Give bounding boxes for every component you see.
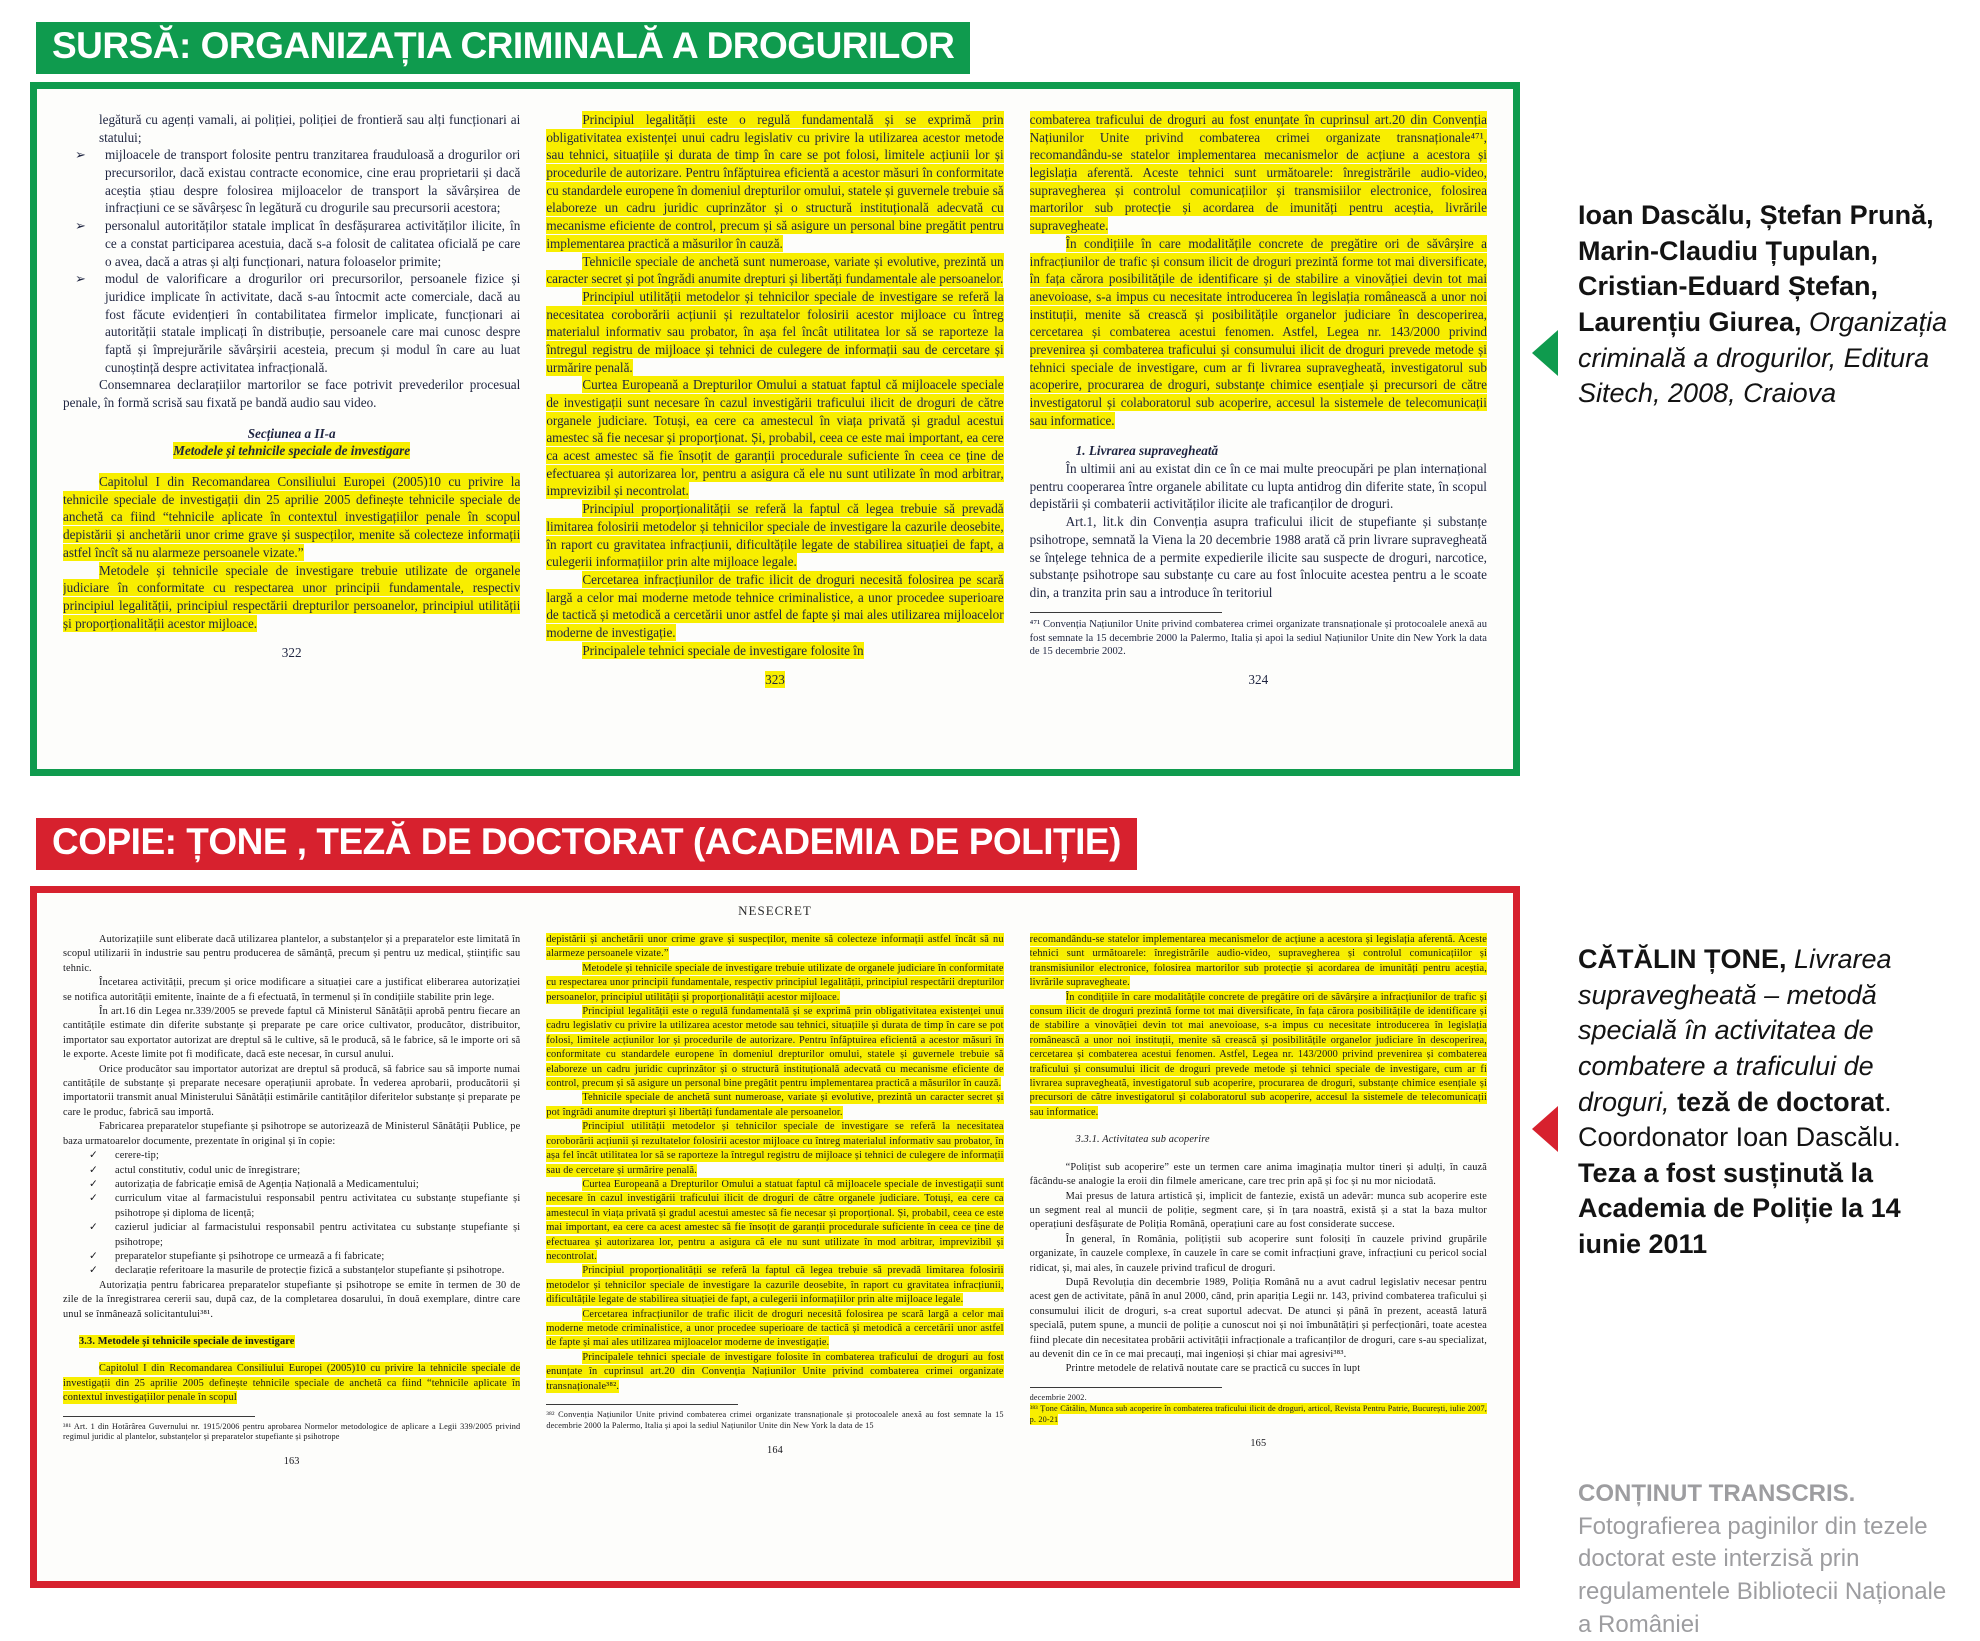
- paragraph: [63, 217, 520, 270]
- paragraph: [1030, 1120, 1487, 1133]
- paragraph: Mai presus de latura artistică și, implicit de fantezie, există un adevăr: munca sub acoperire este un segment real al muncii de poliție, segment care, și în țara noastră, există și a stat la baza multor operațiuni desfășurate de Poliția Română, operațiuni care au fost considerate succese.: [1029, 1190, 1487, 1231]
- highlighted-text: combaterea traficului de droguri au fost enunțate în cuprinsul art.20 din Convenția Națiunilor Unite privind combaterea crimei organizate transnaționale⁴⁷¹, recomandându-se statelor implementarea mecanismelor de acțiune a acestora și legislația aferentă. Aceste tehnici sunt următoarele: înregistrările audio-video, supravegherea și controlul comunicațiilor și transmisiilor electronice, folosirea martorilor sub protecție și acordarea de imunități pentru aceștia, livrările supravegheate.: [1029, 112, 1487, 234]
- highlighted-text: Metodele și tehnicile speciale de investigare: [173, 443, 411, 459]
- paragraph: [546, 1120, 1003, 1178]
- paragraph: Autorizația pentru fabricarea preparatelor stupefiante și psihotrope se emite în termen de 30 de zile de la înregistrarea cererii sau, după caz, de la completarea dosarului, în două exemplare, dintre care unul se înmânează solicitantului³⁸¹.: [63, 1279, 521, 1320]
- highlighted-text: 323: [765, 672, 785, 688]
- list-item-text: modul de valorificare a drogurilor ori precursorilor, persoanele fizice și juridice implicate în activitate, dacă s-au întocmit acte comerciale, dacă au fost făcute evidențieri în contabilitatea firmelor implicate, funcționari ai autorității statale implicați în distribuție, persoanele care mai cunosc despre faptă și împrejurările săvârșirii acesteia, precum și modul în care au luat cunoștință despre activitatea infracțională.: [105, 271, 521, 375]
- check-icon: ✓: [89, 1222, 98, 1234]
- green-arrow-icon: [1532, 330, 1558, 376]
- paragraph: [63, 442, 520, 460]
- highlighted-text: ³⁸³ Țone Cătălin, Munca sub acoperire în combaterea traficului ilicit de droguri, articol, Revista Pentru Patrie, București, iulie 2007, p. 20-21: [1029, 1403, 1487, 1424]
- paragraph: [63, 1178, 520, 1192]
- check-icon: ✓: [89, 1250, 98, 1262]
- list-item-text: preparatelor stupefiante și psihotrope ce urmează a fi fabricate;: [115, 1250, 385, 1262]
- highlighted-text: Principiul utilității metodelor și tehnicilor speciale de investigare se referă la necesitatea coroborării acțiunii și rezultatelor folosirii acestor mijloace cu întreg materialul informativ sau probator, în așa fel încât utilitatea lor să se raporteze la întregul registru de mijloace și tehnici de culegere de informații sau de cercetare și urmărire penală.: [546, 1121, 1004, 1176]
- paragraph: [1030, 1404, 1487, 1426]
- paragraph: [546, 376, 1003, 500]
- paragraph: [63, 1149, 520, 1163]
- paragraph: Autorizațiile sunt eliberate dacă utilizarea plantelor, a substanțelor și a preparatelor este limitată în scopul utilizarii în industrie sau pentru producerea de sămânță, precum și pentru uz medical, științific sau tehnic.: [63, 934, 521, 974]
- page-number: 165: [1250, 1438, 1267, 1450]
- paragraph: [546, 1308, 1003, 1351]
- list-item-text: autorizația de fabricație emisă de Agenția Națională a Medicamentului;: [115, 1178, 419, 1190]
- paragraph: ⁴⁷¹ Convenția Națiunilor Unite privind combaterea crimei organizate transnaționale și protocoalele anexă au fost semnate la 15 decembrie 2000 la Palermo, Italia și apoi la sediul Națiunilor Unite din New York la data de 15 decembrie 2002.: [1029, 618, 1487, 658]
- highlighted-text: Cercetarea infracțiunilor de trafic ilicit de droguri necesită folosirea pe scară largă a celor mai moderne metode criminalistice, a unor procedee superioare de tactică și metodică a cercetării unor astfel de fapte și mai ales utilizarea mijloacelor moderne de investigație.: [546, 1308, 1004, 1349]
- highlighted-text: depistării și anchetării unor crime grave și suspecților, menite să colecteze informații astfel încât să nu alarmeze persoanele vizate.”: [546, 934, 1004, 960]
- paragraph: [63, 146, 520, 217]
- highlighted-text: Metodele și tehnicile speciale de investigare trebuie utilizate de organele judiciare în conformitate cu respectarea unor principii fundamentale, respectiv principiul legalității, principiul respectării drepturilor persoanelor, principiul utilității și proporționalității acestor mijloace.: [546, 962, 1004, 1003]
- highlighted-text: Capitolul I din Recomandarea Consiliului Europei (2005)10 cu privire la tehnicile speciale de investigații din 25 aprilie 2005 definește tehnicile speciale de anchetă ca fiind “tehnicile aplicate în contextul investigațiilor penale în scopul depistării și anchetării unor crime grave și suspecților, menite să colecteze informații astfel încît să nu alarmeze persoanele vizate.”: [63, 474, 521, 560]
- paragraph: [1030, 991, 1487, 1121]
- paragraph: [546, 111, 1003, 253]
- thesis-page-165: [1030, 933, 1487, 1571]
- paragraph: “Polițist sub acoperire” este un termen care anima imaginația multor tineri și adulți, în cauză făcându-se analogie la eroii din filmele americane, care trec prin apă și foc și nu mor niciodată.: [1029, 1161, 1487, 1188]
- highlighted-text: recomandându-se statelor implementarea mecanismelor de acțiune a acestora și legislația aferentă. Aceste tehnici sunt următoarele: înregistrările audio-video, supravegherea și controlul comunicațiilor și transmisiunilor electronice, folosirea martorilor sub protecție și acordarea de imunități pentru aceștia, livrările supravegheate.: [1029, 934, 1487, 989]
- page-number: [546, 671, 1003, 689]
- highlighted-text: Tehnicile speciale de anchetă sunt numeroase, variate și evolutive, prezintă un caracter secret și pot îngrădi anumite drepturi și libertăți fundamentale ale persoanelor.: [546, 1092, 1004, 1118]
- check-icon: ✓: [89, 1164, 98, 1176]
- paragraph: 1. Livrarea supravegheată: [1075, 443, 1219, 459]
- paragraph: [1030, 933, 1487, 991]
- paragraph: [63, 1192, 520, 1221]
- classification-label: NESECRET: [738, 903, 812, 918]
- paragraph: [63, 1322, 520, 1335]
- paragraph: [546, 1005, 1003, 1091]
- text-segment: teză de doctorat: [1677, 1086, 1885, 1117]
- check-icon: ✓: [89, 1265, 98, 1277]
- highlighted-text: Principiul legalității este o regulă fundamentală și se exprimă prin obligativitatea existenței unui cadru legislativ cu privire la utilizarea acestor metode sau tehnici, situațiile și durata de timp în care se pot folosi, limitele acțiunilor lor și procedurile de autorizare. Pentru înfăptuirea eficientă a acestor măsuri în conformitate cu standardele europene în domeniul drepturilor omului, statele și guvernele trebuie să elaboreze un cadru juridic cuprinzător și o structură instituțională adecvată cu mecanisme eficiente de control, precum și să asigure un personal bine pregătit pentru implementarea practică a măsurilor în cauză.: [546, 1006, 1004, 1090]
- text-segment: . Coordonator Ioan Dascălu.: [1578, 1086, 1901, 1153]
- paragraph: [546, 253, 1003, 288]
- check-icon: ✓: [89, 1178, 98, 1190]
- copy-citation: [1578, 942, 1954, 1263]
- footnote-rule: [63, 1416, 255, 1417]
- list-item-text: declarație referitoare la masurile de protecție fizică a substanțelor stupefiante și psihotrope.: [115, 1265, 505, 1277]
- highlighted-text: 3.3. Metodele și tehnicile speciale de investigare: [79, 1335, 295, 1347]
- highlighted-text: Tehnicile speciale de anchetă sunt numeroase, variate și evolutive, prezintă un caracter secret și pot îngrădi anumite drepturi și libertăți fundamentale ale persoanelor.: [546, 253, 1004, 287]
- paragraph: [546, 500, 1003, 571]
- copy-banner: COPIE: ȚONE , TEZĂ DE DOCTORAT (ACADEMIA DE POLIȚIE): [36, 818, 1137, 870]
- paragraph: [63, 1349, 520, 1362]
- arrow-bullet-icon: ➢: [75, 271, 87, 287]
- source-scan-panel: [30, 82, 1520, 776]
- paragraph: [546, 962, 1003, 1005]
- list-item-text: mijloacele de transport folosite pentru tranzitarea frauduloasă a drogurilor ori precursorilor, dacă existau contracte economice, cine erau proprietarii și dacă aceștia știau despre folosirea mijloacelor de transport la săvârșirea de infracțiuni ce se săvârșesc în legătură cu drogurile sau precursorii acestora;: [105, 147, 521, 216]
- highlighted-text: Curtea Europeană a Drepturilor Omului a statuat faptul că mijloacele speciale de investigații sunt necesare în cazul investigării traficului ilicit de droguri de către organele judiciare. Totuși, ea cere ca amestecul în viața privată și gradul acestui amestec să fie necesar și proporționat. Și, probabil, ceea ce este mai important, ea cere ca acest amestec să fie însoțit de garanții procedurale suficiente în ceea ce ține de efectuarea și autorizarea lor, pentru a asigura că ele nu sunt utilizate în mod arbitrar, imprevizibil și necontrolat.: [546, 377, 1004, 499]
- footnote-rule: [1030, 612, 1222, 613]
- paragraph: După Revoluția din decembrie 1989, Poliția Română nu a avut cadrul legislativ necesar pentru acest gen de activitate, până în anul 2000, când, prin apariția Legii nr. 143, privind combaterea traficului și consumului ilicit de droguri, s-a creat suportul adecvat. De atunci și până în prezent, această latură specială, putem spune, a muncii de poliție a cunoscut noi și noi îmbunătățiri și perfecționări, toate acestea fiind plecate din necesitatea probării activității infracționale a traficanților de droguri, care s-au specializat, au devenit din ce în ce mai precauți, mai ingenioși și chiar mai agresivi³⁸³.: [1029, 1276, 1487, 1360]
- list-item-text: cerere-tip;: [115, 1150, 159, 1162]
- paragraph: Art.1, lit.k din Convenția asupra traficului ilicit de stupefiante și substanțe psihotrope, semnată la Viena la 20 decembrie 1988 arată că prin livrare supravegheată se înțelege tehnica de a permite expedierile ilicite sau suspecte de droguri, narcotice, substanțe psihotrope sau substanțe cu care au fost înlocuite acestea pentru a le scoate din, a tranzita prin sau a introduce în teritoriul: [1029, 514, 1487, 600]
- thesis-page-163: [63, 933, 520, 1571]
- paragraph: Printre metodele de relativă noutate care se practică cu succes în lupt: [1065, 1363, 1361, 1375]
- paragraph: Orice producător sau importator autorizat are dreptul să producă, să fabrice sau să importe numai cantitățile de substanțe și preparate necesare operațiunii aprobate. În vederea aprobarii, producătorii și importatorii transmit anual Ministerului Sănătății estimările cantităților diferitelor substanțe și preparate pe care le produc, fabrică sau importă.: [63, 1063, 521, 1118]
- page-number: 324: [1248, 672, 1269, 688]
- paragraph: [546, 642, 1003, 660]
- paragraph: Consemnarea declarațiilor martorilor se face potrivit prevederilor procesual penale, în formă scrisă sau fixată pe bandă audio sau video.: [63, 377, 521, 410]
- copy-scan-panel: [30, 886, 1520, 1588]
- paragraph: [63, 460, 520, 473]
- paragraph: [546, 571, 1003, 642]
- paragraph: [63, 270, 520, 376]
- text-segment: Teza a fost susținută la Academia de Poliție la 14 iunie 2011: [1578, 1157, 1901, 1259]
- paragraph: legătură cu agenți vamali, ai poliției, poliției de frontieră sau alți funcționari ai statului;: [99, 112, 521, 145]
- check-icon: ✓: [89, 1193, 98, 1205]
- highlighted-text: Metodele și tehnicile speciale de investigare trebuie utilizate de organele judiciare în conformitate cu respectarea unor principii fundamentale, respectiv principiul legalității, principiul respectării drepturilor persoanelor, principiul utilității și proporționalității acestor mijloace.: [63, 562, 521, 631]
- text-segment: Fotografierea paginilor din tezele doctorat este interzisă prin regulamentele Bibliotecii Naționale a României: [1578, 1512, 1947, 1638]
- paragraph: [63, 1164, 520, 1178]
- paragraph: [546, 288, 1003, 376]
- footnote-rule: [546, 1404, 738, 1405]
- highlighted-text: În condițiile în care modalitățile concrete de pregătire ori de săvârșire a infracțiunilor de trafic și consum ilicit de droguri prezintă forme tot mai diversificate, în fața cărora posibilitățile de identificare și de stabilire a vinovăției devin tot mai anevoioase, s-a impus cu necesitate introducerea în legislația românească a unor noi instituții, menite să crească și posibilitățile organelor judiciare în descoperirea, cercetarea și combaterea acestui fenomen. Astfel, Legea nr. 143/2000 privind prevenirea și combaterea traficului și consumului ilicit de droguri prevede metode și tehnici speciale de investigare, cum ar fi livrarea supravegheată, investigatorul sub acoperire, procurarea de droguri, substanțe chimice esențiale și precursori de către investigatorul și colaboratorul sub acoperire, accesul la sistemele de telecomunicații sau informatice.: [1029, 991, 1487, 1118]
- paragraph: [546, 933, 1003, 962]
- paragraph: Secțiunea a II-a: [247, 425, 336, 441]
- paragraph: [63, 1335, 520, 1349]
- paragraph: [63, 473, 520, 561]
- paragraph: [1030, 429, 1487, 442]
- paragraph: [546, 1091, 1003, 1120]
- arrow-bullet-icon: ➢: [75, 218, 87, 234]
- list-item-text: personalul autorităților statale implicat în desfășurarea activităților ilicite, în ce a constat participarea acestuia, dacă s-a folosit de calitatea oficială pe care o avea, dacă a atras și alți funcționari, natura foloaselor primite;: [105, 218, 521, 269]
- text-segment: Livrarea supravegheată – metodă specială în activitatea de combatere a traficului de droguri,: [1578, 944, 1892, 1117]
- text-segment: Organizația criminală a drogurilor, Editura Sitech, 2008, Craiova: [1578, 306, 1948, 409]
- paragraph: ³⁸¹ Art. 1 din Hotărârea Guvernului nr. 1915/2006 pentru aprobarea Normelor metodologice de aplicare a Legii 339/2005 privind regimul juridic al plantelor, substanțelor și preparatelor stupefiante și psihotrope: [63, 1421, 521, 1442]
- footnote-rule: [1030, 1387, 1222, 1388]
- text-segment: Ioan Dascălu, Ștefan Prună, Marin-Claudiu Țupulan, Cristian-Eduard Ștefan, Laurențiu Giurea,: [1578, 200, 1934, 337]
- paragraph: [63, 1362, 520, 1405]
- highlighted-text: Curtea Europeană a Drepturilor Omului a statuat faptul că mijloacele speciale de investigații sunt necesare în cazul investigării traficului ilicit de droguri de către organele judiciare. Totuși, ea cere ca amestecul în viața privată și gradul acestui amestec să fie necesar și proporțional. Și, probabil, ceea ce este mai important, ea cere ca acest amestec să fie însoțit de garanții procedurale suficiente în ceea ce ține de efectuarea și autorizarea lor, pentru a asigura că ele nu sunt utilizate în mod arbitrar, imprevizibil și necontrolat.: [546, 1178, 1004, 1262]
- list-item-text: curriculum vitae al farmacistului responsabil pentru activitatea cu substanțe stupefiante și psihotrope și diploma de licență;: [115, 1193, 521, 1219]
- source-banner: SURSĂ: ORGANIZAȚIA CRIMINALĂ A DROGURILOR: [36, 22, 970, 74]
- page-number: 322: [281, 645, 302, 661]
- highlighted-text: În condițiile în care modalitățile concrete de pregătire ori de săvârșire a infracțiunilor de trafic și consum ilicit de droguri prezintă forme tot mai diversificate, în fața cărora posibilitățile de identificare și de stabilire a vinovăției devin tot mai anevoioase, s-a impus cu necesitate introducerea în legislația românească a unor noi instituții, menite să crească și posibilitățile organelor judiciare în descoperirea, cercetarea și combaterea acestui fenomen. Astfel, Legea nr. 143/2000 privind prevenirea și combaterea traficului și consumului ilicit de droguri prevede metode și tehnici speciale de investigare, cum ar fi livrarea supravegheată, investigatorul sub acoperire, procurarea de droguri, substanțe chimice esențiale și precursori de către investigatorul și colaboratorul sub acoperire, accesul la sistemele de telecomunicații sau informatice.: [1029, 235, 1487, 428]
- page-number: 163: [283, 1456, 300, 1468]
- paragraph: 3.3.1. Activitatea sub acoperire: [1075, 1134, 1210, 1146]
- paragraph: În general, în România, polițiștii sub acoperire sunt folosiți în cauzele privind grupările organizate, în cauzele complexe, în cauzele în care se comit infracțiuni grave, infracțiuni cu pericol social ridicat, și, mai ales, în cauzele privind traficul de droguri.: [1029, 1233, 1487, 1274]
- highlighted-text: Capitolul I din Recomandarea Consiliului Europei (2005)10 cu privire la tehnicile speciale de investigații din 25 aprilie 2005 definește tehnicile speciale de anchetă ca fiind “tehnicile aplicate în contextul investigațiilor penale în scopul: [63, 1363, 521, 1404]
- paragraph: [63, 1264, 520, 1278]
- paragraph: [63, 412, 520, 425]
- paragraph: [1030, 111, 1487, 235]
- paragraph: [63, 1250, 520, 1264]
- source-citation: [1578, 198, 1954, 412]
- highlighted-text: Principiul utilității metodelor și tehnicilor speciale de investigare se referă la necesitatea coroborării acțiunii și rezultatelor folosirii acestor mijloace cu întreg materialul informativ sau probator, în așa fel încât utilitatea lor să se raporteze la întregul registru de mijloace și tehnici de culegere de informații sau de cercetare și urmărire penală.: [546, 288, 1004, 375]
- text-segment: CĂTĂLIN ȚONE,: [1578, 944, 1794, 974]
- paragraph: Încetarea activității, precum și orice modificare a situației care a justificat eliberarea autorizației se notifica autorității emitente, înainte de a fi efectuată, în termenul și în condițiile stabilite prin lege.: [63, 977, 521, 1003]
- book-page-323: [546, 111, 1003, 757]
- book-page-322: [63, 111, 520, 757]
- highlighted-text: Principalele tehnici speciale de investigare folosite în: [582, 642, 864, 658]
- page-number: 164: [767, 1444, 783, 1456]
- arrow-bullet-icon: ➢: [75, 147, 87, 163]
- paragraph: [546, 1351, 1003, 1394]
- paragraph: [1030, 235, 1487, 430]
- paragraph: [63, 1221, 520, 1250]
- paragraph: ³⁸² Convenția Națiunilor Unite privind combaterea crimei organizate transnaționale și protocoalele anexă au fost semnate la 15 decembrie 2000 la Palermo, Italia și apoi la sediul Națiunilor Unite din New York la data de 15: [546, 1410, 1004, 1430]
- paragraph: În art.16 din Legea nr.339/2005 se prevede faptul că Ministerul Sănătății aprobă pentru fiecare an cantitățile estimate din diferite substanțe și preparate pe care orice cultivator, producător, distribuitor, importator sau exportator autorizat are dreptul să le cultive, să le producă, să le fabrice, să le importe ori să le exporte. Aceste limite pot fi modificate, dacă este necesar, în cursul anului.: [63, 1006, 521, 1061]
- paragraph: [546, 1178, 1003, 1264]
- paragraph: decembrie 2002.: [1029, 1392, 1087, 1402]
- highlighted-text: Cercetarea infracțiunilor de trafic ilicit de droguri necesită folosirea pe scară largă a celor mai moderne metode tehnice criminalistice, a unor procedee superioare de tactică și metodică a cercetării unor astfel de fapte și mai ales utilizarea mijloacelor moderne de investigație.: [546, 571, 1004, 640]
- text-segment: CONȚINUT TRANSCRIS.: [1578, 1480, 1856, 1507]
- transcription-note: [1578, 1478, 1956, 1641]
- list-item-text: cazierul judiciar al farmacistului responsabil pentru activitatea cu substanțe stupefiante și psihotrope;: [115, 1222, 521, 1248]
- paragraph: În ultimii ani au existat din ce în ce mai multe preocupări pe plan internațional pentru cooperarea între organele abilitate cu lupta antidrog din diferite state, în scopul depistării și combaterii activităților ilicite ale traficanților de droguri.: [1029, 461, 1487, 512]
- thesis-page-164: [546, 933, 1003, 1571]
- highlighted-text: Principiul legalității este o regulă fundamentală și se exprimă prin obligativitatea existenței unui cadru legislativ cu privire la utilizarea acestor metode sau tehnici, situațiile și durata de timp în care se pot folosi, limitele acțiunii lor și procedurile de autorizare. Pentru înfăptuirea eficientă a acestor măsuri în conformitate cu standardele europene în domeniul drepturilor omului, statele și guvernele trebuie să elaboreze un cadru juridic cuprinzător și o structură instituțională adecvată cu mecanisme eficiente de control, precum și să asigure un personal bine pregătit pentru implementarea practică a măsurilor în cauză.: [546, 112, 1004, 251]
- paragraph: Fabricarea preparatelor stupefiante și psihotrope se autorizează de Ministerul Sănătății Publice, pe baza urmatoarelor documente, prezentate în original și în copie:: [63, 1121, 521, 1147]
- check-icon: ✓: [89, 1150, 98, 1162]
- highlighted-text: Principalele tehnici speciale de investigare folosite în combaterea traficului de droguri au fost enunțate în cuprinsul art.20 din Convenția Națiunilor Unite privind combaterea crimei organizate transnaționale³⁸².: [546, 1351, 1004, 1392]
- paragraph: [1030, 1148, 1487, 1161]
- paragraph: [546, 1264, 1003, 1307]
- book-page-324: [1030, 111, 1487, 757]
- red-arrow-icon: [1532, 1106, 1558, 1152]
- highlighted-text: Principiul proporționalității se referă la faptul că legea trebuie să prevadă limitarea folosirii metodelor și tehnicilor speciale de investigare la cazurile deosebite, în raport cu gravitatea infracțiunii, dificultățile legate de stabilirea situației de fapt, a culegerii informațiilor prin alte mijloace legale.: [546, 501, 1004, 570]
- list-item-text: actul constitutiv, codul unic de înregistrare;: [115, 1164, 301, 1176]
- paragraph: [63, 562, 520, 633]
- highlighted-text: Principiul proporționalității se referă la faptul că legea trebuie să prevadă limitarea folosirii metodelor și tehnicilor speciale de investigare la cazurile deosebite, în raport cu gravitatea infracțiunii, dificultățile legate de stabilirea situației de fapt, a culegerii informațiilor prin alte mijloace legale.: [546, 1265, 1004, 1306]
